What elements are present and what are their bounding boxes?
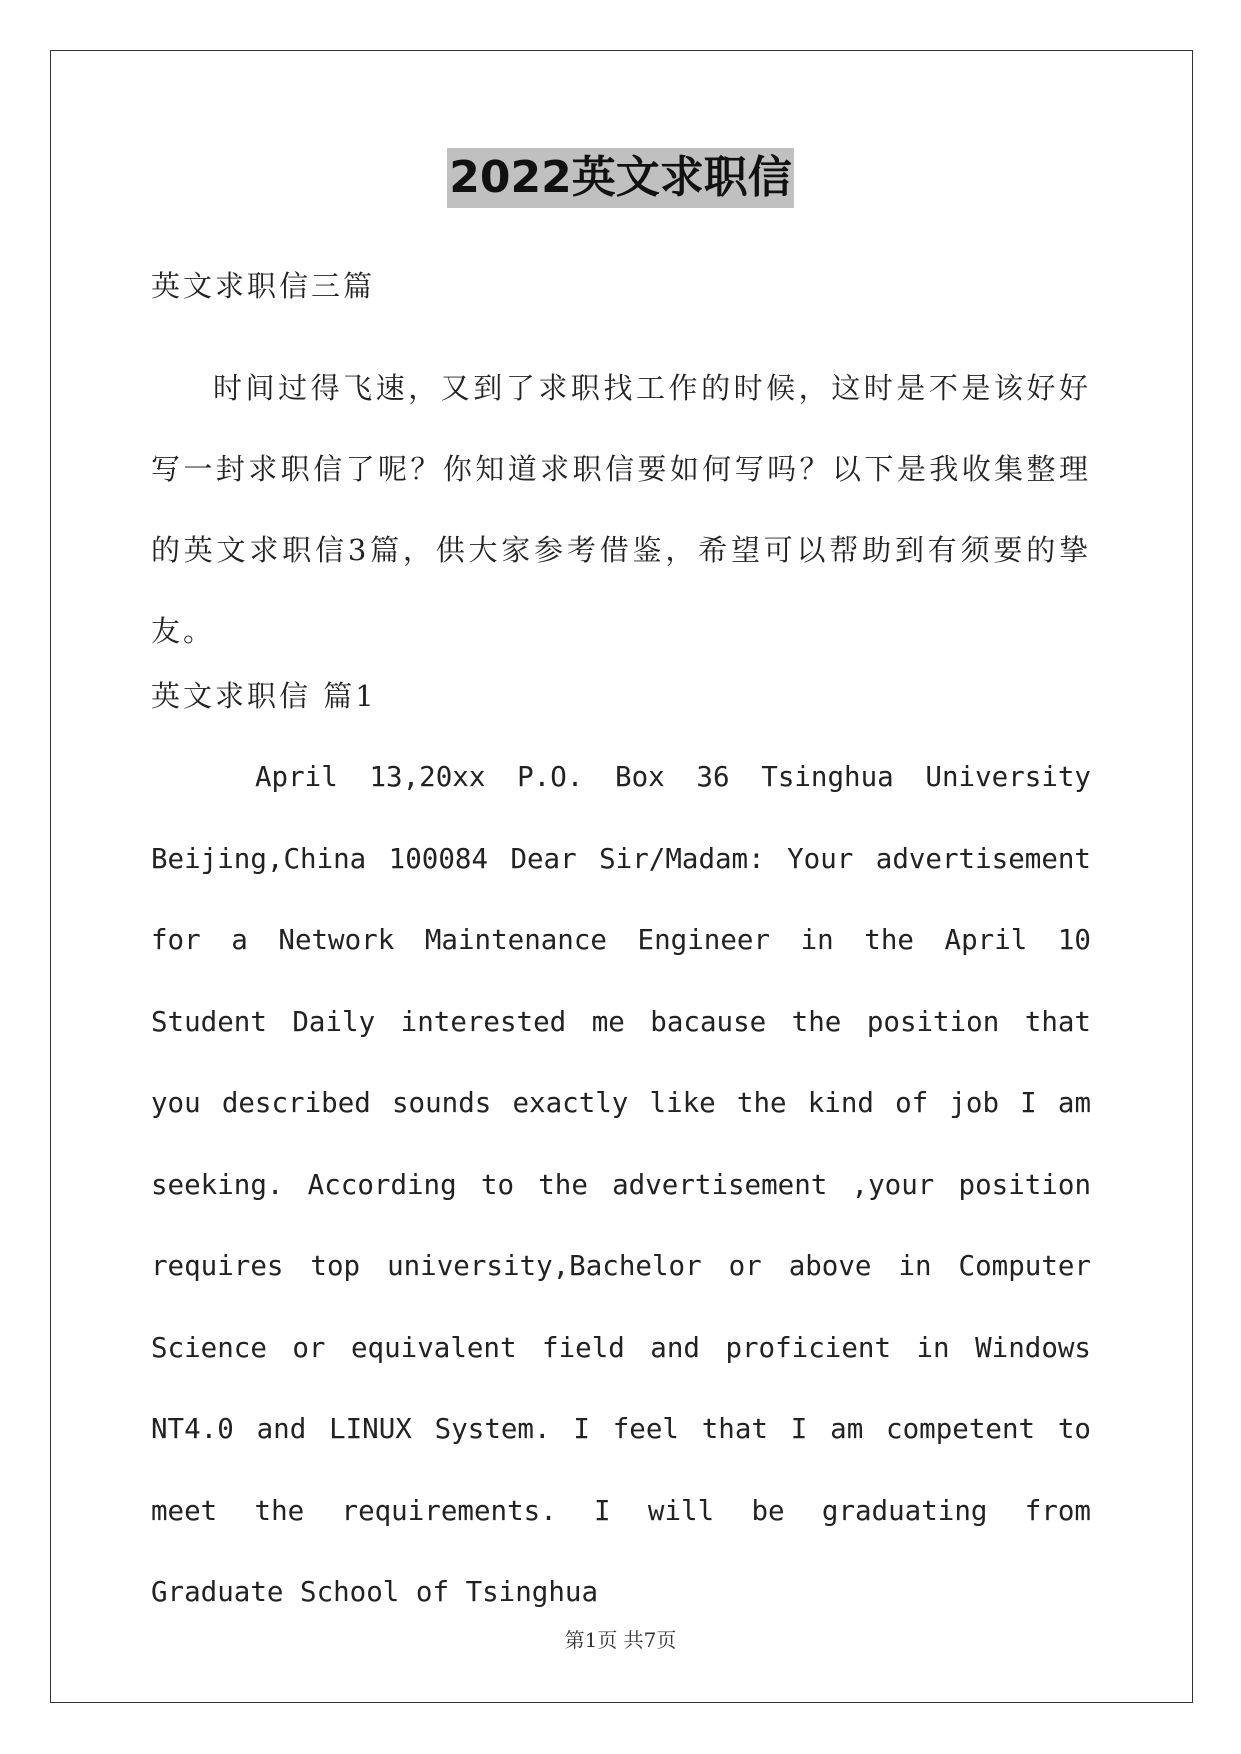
document-title: 2022英文求职信 <box>447 148 793 208</box>
page-footer: 第1页 共7页 <box>564 1628 677 1652</box>
document-subtitle: 英文求职信三篇 <box>151 269 376 303</box>
title-container <box>0 148 1241 208</box>
intro-paragraph: 时间过得飞速，又到了求职找工作的时候，这时是不是该好好写一封求职信了呢？你知道求职信要如何写吗？以下是我收集整理的英文求职信3篇，供大家参考借鉴，希望可以帮助到有须要的挚友。 <box>151 371 1091 648</box>
letter-body: April 13,20xx P.O. Box 36 Tsinghua University Beijing,China 100084 Dear Sir/Madam: Your advertisement for a Network Maintenance Engineer in the April 10 Student Daily interested me bacause the position that you described sounds exactly like the kind of job I am seeking. According to the advertisement ,your position requires top university,Bachelor or above in Computer Science or equivalent field and proficient in Windows NT4.0 and LINUX System. I feel that I am competent to meet the requirements. I will be graduating from Graduate School of Tsinghua <box>151 761 1091 1608</box>
section-heading: 英文求职信 篇1 <box>151 679 377 713</box>
